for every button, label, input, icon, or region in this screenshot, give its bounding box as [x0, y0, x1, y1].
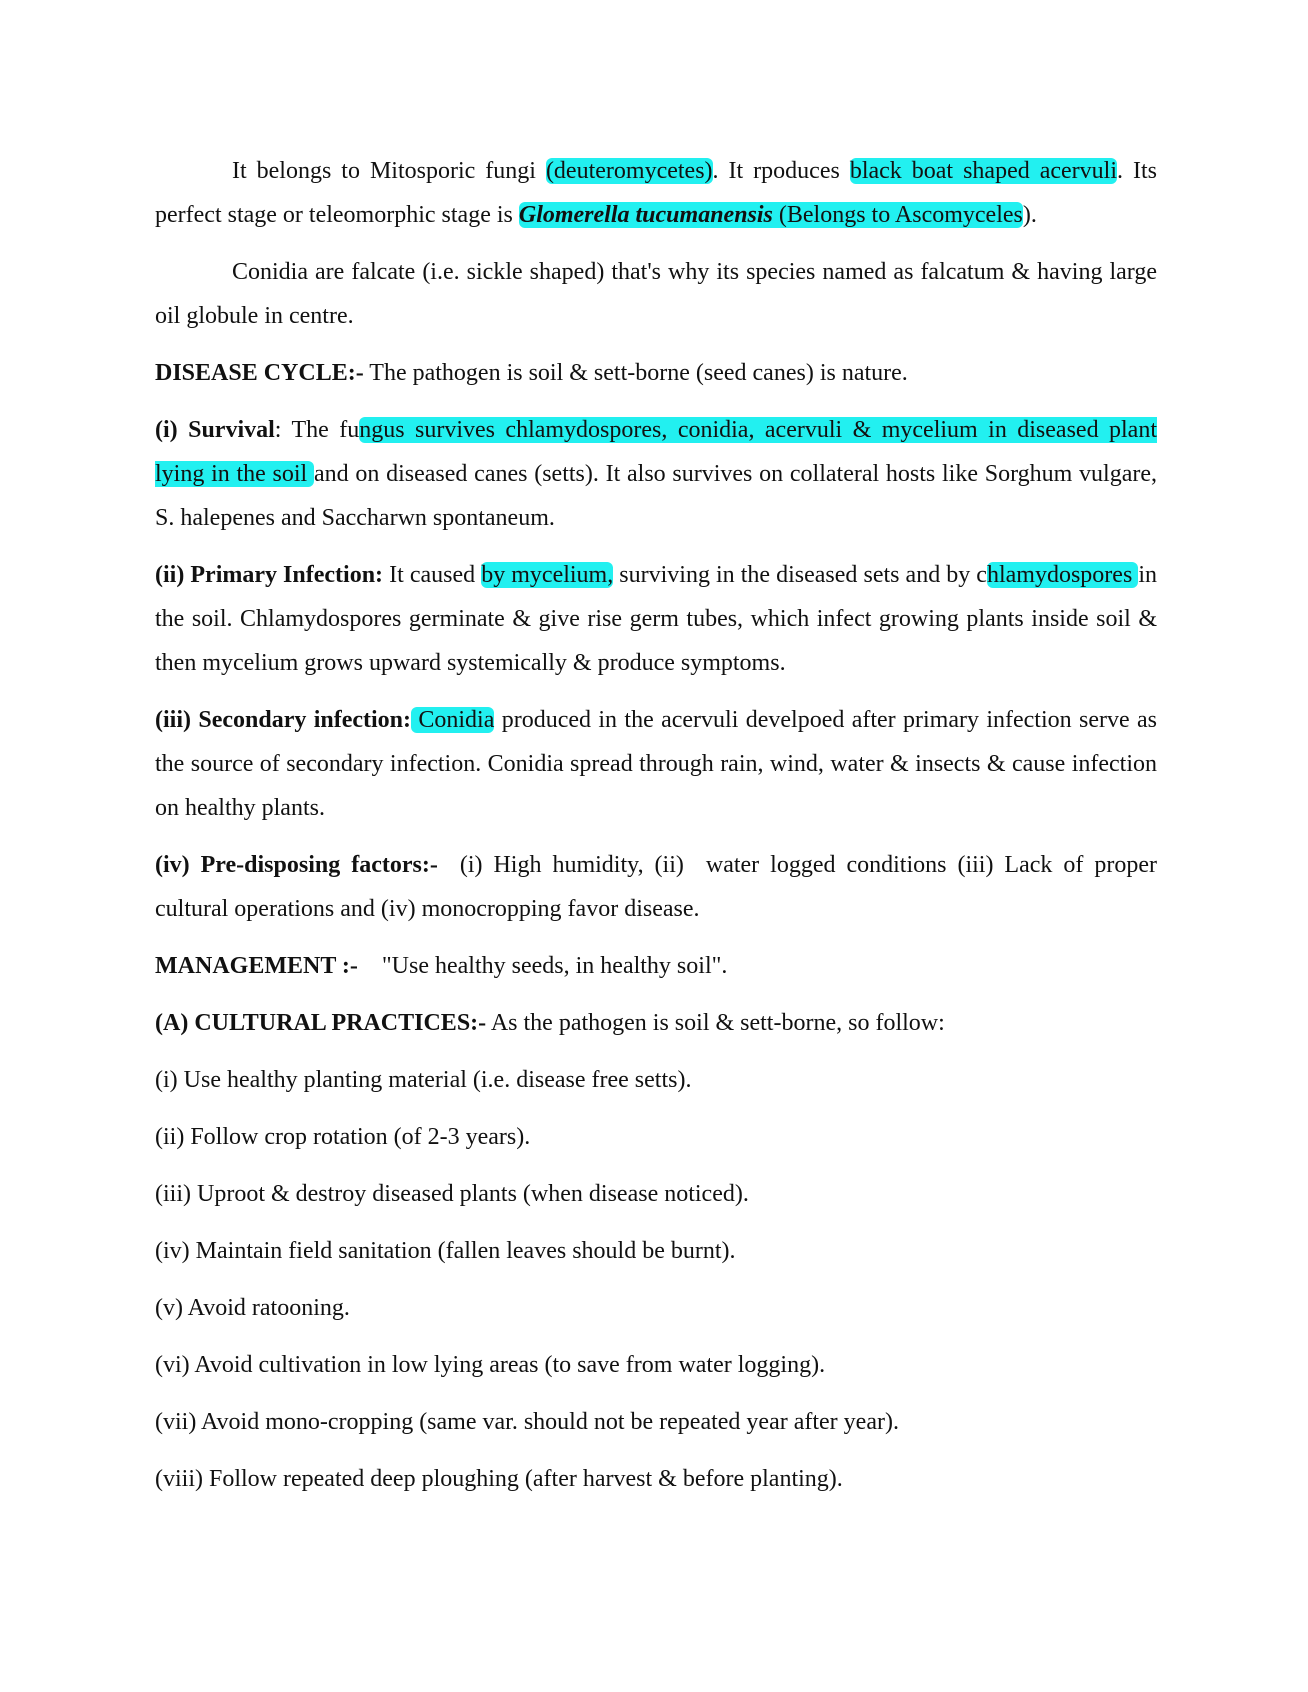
text: : The fu: [274, 417, 360, 443]
highlight-teleomorph: [519, 202, 1023, 228]
section-heading: (A) CULTURAL PRACTICES:-: [155, 1010, 487, 1036]
text: It caused: [383, 562, 482, 588]
text: . It rpoduces: [712, 158, 850, 184]
list-item: (i) Use healthy planting material (i.e. disease free setts).: [155, 1067, 692, 1093]
paragraph-cultural: [155, 1001, 1157, 1045]
paragraph-survival: [155, 408, 1157, 540]
text: ).: [1022, 202, 1037, 228]
list-item: (iii) Uproot & destroy diseased plants (when disease noticed).: [155, 1181, 749, 1207]
text: . Its perfect stage or teleomorphic stage is: [155, 158, 1158, 228]
item-label: (ii) Primary Infection:: [155, 562, 384, 588]
species-name: Glomerella tucumanensis: [518, 202, 773, 228]
highlight-conidia: Conidia: [411, 707, 495, 733]
paragraph-predisposing: [155, 843, 1164, 931]
paragraph-secondary-infection: [155, 698, 1157, 830]
text: (Belongs to Ascomyceles: [772, 202, 1023, 228]
text: It belongs to Mitosporic fungi: [232, 158, 546, 184]
text: and on diseased canes (setts). It also survives on collateral hosts like Sorghum vulgare, S. halepenes and Saccharwn spontaneum.: [155, 461, 1158, 531]
highlight-acervuli: black boat shaped acervuli: [849, 158, 1118, 184]
document-body: [155, 149, 1164, 1514]
cultural-practices-list: [155, 1058, 1157, 1501]
list-item: (iv) Maintain field sanitation (fallen leaves should be burnt).: [155, 1238, 736, 1264]
paragraph-conidia: Conidia are falcate (i.e. sickle shaped) that's why its species named as falcatum & having large oil globule in centre.: [155, 259, 1157, 329]
highlight-chlamydospores: hlamydospores: [986, 562, 1139, 588]
paragraph-classification: [155, 149, 1157, 237]
list-item: (viii) Follow repeated deep ploughing (after harvest & before planting).: [155, 1466, 843, 1492]
list-item: (ii) Follow crop rotation (of 2-3 years).: [155, 1124, 531, 1150]
item-label: (iv) Pre-disposing factors:-: [155, 852, 438, 878]
paragraph-disease-cycle: [155, 351, 1157, 395]
text: surviving in the diseased sets and by c: [613, 562, 987, 588]
section-heading: MANAGEMENT :-: [155, 953, 358, 979]
item-label: (iii) Secondary infection:: [155, 707, 412, 733]
text: produced in the acervuli develpoed after primary infection serve as the source of secondary infection. Conidia spread through rain, wind, water & insects & cause infection on healthy plants.: [155, 707, 1157, 821]
highlight-deuteromycetes: (deuteromycetes): [545, 158, 713, 184]
paragraph-management: [155, 944, 1157, 988]
text: As the pathogen is soil & sett-borne, so follow:: [486, 1010, 945, 1036]
section-heading: DISEASE CYCLE:-: [155, 360, 364, 386]
text: The pathogen is soil & sett-borne (seed canes) is nature.: [363, 360, 908, 386]
text: "Use healthy seeds, in healthy soil".: [357, 953, 728, 979]
list-item: (vii) Avoid mono-cropping (same var. should not be repeated year after year).: [155, 1409, 899, 1435]
text: in the soil. Chlamydospores germinate & give rise germ tubes, which infect growing plants inside soil & then mycelium grows upward systemically & produce symptoms.: [155, 562, 1158, 676]
text: (i) High humidity, (ii) water logged conditions (iii) Lack of proper cultural operations and (iv) monocropping favor disease.: [155, 852, 1164, 922]
highlight-survival: ngus survives chlamydospores, conidia, acervuli & mycelium in diseased plant lying in the soil: [155, 417, 1157, 487]
item-label: (i) Survival: [155, 417, 275, 443]
paragraph-primary-infection: [155, 553, 1157, 685]
highlight-mycelium: by mycelium,: [481, 562, 614, 588]
list-item: (vi) Avoid cultivation in low lying areas (to save from water logging).: [155, 1352, 826, 1378]
list-item: (v) Avoid ratooning.: [155, 1295, 350, 1321]
